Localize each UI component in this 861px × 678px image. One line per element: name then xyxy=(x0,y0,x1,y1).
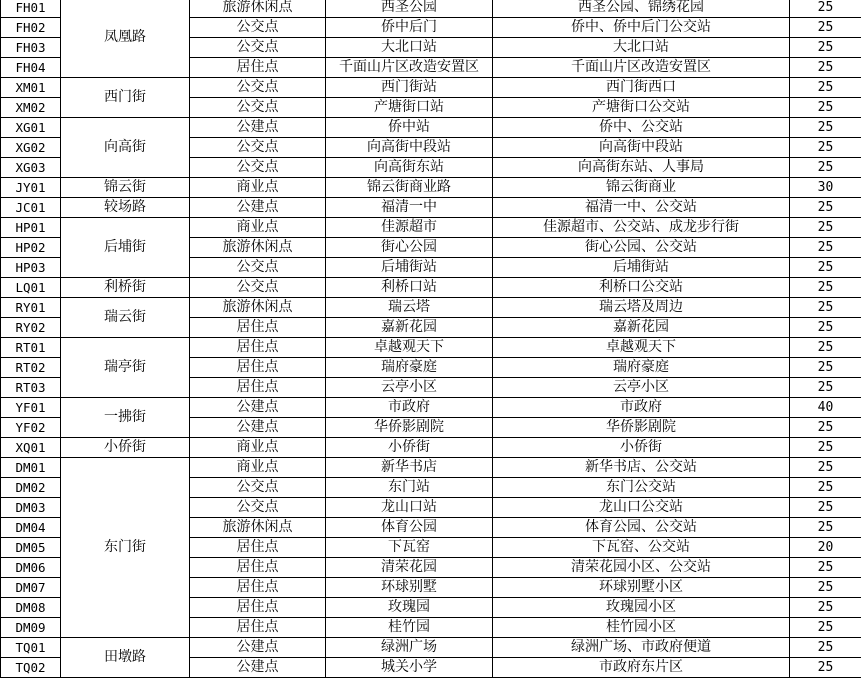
site-code-cell: JY01 xyxy=(1,178,61,198)
site-type-cell: 居住点 xyxy=(190,598,326,618)
table-row xyxy=(1,118,861,138)
site-name-cell: 清荣花园 xyxy=(326,558,493,578)
site-code-cell: YF01 xyxy=(1,398,61,418)
table-row xyxy=(1,218,861,238)
street-name-cell: 向高街 xyxy=(61,118,190,178)
site-description-cell: 西门街西口 xyxy=(493,78,790,98)
site-name-cell: 嘉新花园 xyxy=(326,318,493,338)
site-description-cell: 侨中、公交站 xyxy=(493,118,790,138)
site-description-cell: 向高街中段站 xyxy=(493,138,790,158)
site-description-cell: 千面山片区改造安置区 xyxy=(493,58,790,78)
street-name-cell: 田墩路 xyxy=(61,638,190,678)
site-code-cell: FH01 xyxy=(1,0,61,18)
site-type-cell: 公交点 xyxy=(190,38,326,58)
value-cell: 25 xyxy=(790,558,861,578)
street-name-cell: 东门街 xyxy=(61,458,190,638)
site-type-cell: 居住点 xyxy=(190,378,326,398)
site-code-cell: LQ01 xyxy=(1,278,61,298)
site-code-cell: XG03 xyxy=(1,158,61,178)
site-code-cell: FH04 xyxy=(1,58,61,78)
site-description-cell: 卓越观天下 xyxy=(493,338,790,358)
site-code-cell: DM01 xyxy=(1,458,61,478)
value-cell: 25 xyxy=(790,198,861,218)
site-type-cell: 公交点 xyxy=(190,138,326,158)
site-description-cell: 瑞府豪庭 xyxy=(493,358,790,378)
site-type-cell: 旅游休闲点 xyxy=(190,518,326,538)
value-cell: 25 xyxy=(790,158,861,178)
site-description-cell: 华侨影剧院 xyxy=(493,418,790,438)
site-description-cell: 市政府东片区 xyxy=(493,658,790,678)
site-description-cell: 大北口站 xyxy=(493,38,790,58)
site-code-cell: XM02 xyxy=(1,98,61,118)
value-cell: 40 xyxy=(790,398,861,418)
table-row xyxy=(1,198,861,218)
value-cell: 30 xyxy=(790,178,861,198)
site-type-cell: 公建点 xyxy=(190,418,326,438)
value-cell: 25 xyxy=(790,358,861,378)
site-name-cell: 卓越观天下 xyxy=(326,338,493,358)
value-cell: 25 xyxy=(790,618,861,638)
site-code-cell: DM08 xyxy=(1,598,61,618)
site-description-cell: 桂竹园小区 xyxy=(493,618,790,638)
site-description-cell: 市政府 xyxy=(493,398,790,418)
table-row xyxy=(1,0,861,18)
table-row xyxy=(1,78,861,98)
site-description-cell: 环球别墅小区 xyxy=(493,578,790,598)
site-name-cell: 锦云街商业路 xyxy=(326,178,493,198)
site-code-cell: DM05 xyxy=(1,538,61,558)
value-cell: 25 xyxy=(790,658,861,678)
site-type-cell: 公交点 xyxy=(190,158,326,178)
site-name-cell: 龙山口站 xyxy=(326,498,493,518)
site-description-cell: 玫瑰园小区 xyxy=(493,598,790,618)
street-name-cell: 瑞云街 xyxy=(61,298,190,338)
value-cell: 25 xyxy=(790,18,861,38)
site-type-cell: 居住点 xyxy=(190,558,326,578)
site-type-cell: 公建点 xyxy=(190,118,326,138)
site-code-cell: DM04 xyxy=(1,518,61,538)
table-row xyxy=(1,178,861,198)
site-name-cell: 佳源超市 xyxy=(326,218,493,238)
site-type-cell: 公交点 xyxy=(190,98,326,118)
site-description-cell: 佳源超市、公交站、成龙步行街 xyxy=(493,218,790,238)
site-code-cell: DM03 xyxy=(1,498,61,518)
site-description-cell: 新华书店、公交站 xyxy=(493,458,790,478)
table-row xyxy=(1,638,861,658)
site-name-cell: 东门站 xyxy=(326,478,493,498)
site-type-cell: 公建点 xyxy=(190,658,326,678)
site-code-cell: FH02 xyxy=(1,18,61,38)
value-cell: 25 xyxy=(790,518,861,538)
site-description-cell: 龙山口公交站 xyxy=(493,498,790,518)
site-type-cell: 商业点 xyxy=(190,458,326,478)
site-name-cell: 向高街中段站 xyxy=(326,138,493,158)
site-code-cell: RT02 xyxy=(1,358,61,378)
site-description-cell: 利桥口公交站 xyxy=(493,278,790,298)
street-name-cell: 瑞亭街 xyxy=(61,338,190,398)
site-name-cell: 云亭小区 xyxy=(326,378,493,398)
value-cell: 25 xyxy=(790,478,861,498)
site-type-cell: 公建点 xyxy=(190,398,326,418)
site-code-cell: DM06 xyxy=(1,558,61,578)
site-type-cell: 公交点 xyxy=(190,278,326,298)
street-name-cell: 利桥街 xyxy=(61,278,190,298)
value-cell: 25 xyxy=(790,578,861,598)
value-cell: 25 xyxy=(790,498,861,518)
value-cell: 25 xyxy=(790,78,861,98)
value-cell: 25 xyxy=(790,418,861,438)
site-description-cell: 后埔街站 xyxy=(493,258,790,278)
site-type-cell: 居住点 xyxy=(190,318,326,338)
site-name-cell: 环球别墅 xyxy=(326,578,493,598)
value-cell: 25 xyxy=(790,298,861,318)
site-type-cell: 旅游休闲点 xyxy=(190,238,326,258)
street-name-cell: 后埔街 xyxy=(61,218,190,278)
site-type-cell: 居住点 xyxy=(190,358,326,378)
site-code-cell: XG02 xyxy=(1,138,61,158)
value-cell: 25 xyxy=(790,58,861,78)
street-name-cell: 西门街 xyxy=(61,78,190,118)
site-code-cell: RT03 xyxy=(1,378,61,398)
site-name-cell: 市政府 xyxy=(326,398,493,418)
site-type-cell: 居住点 xyxy=(190,538,326,558)
site-name-cell: 街心公园 xyxy=(326,238,493,258)
street-name-cell: 锦云街 xyxy=(61,178,190,198)
site-name-cell: 体育公园 xyxy=(326,518,493,538)
site-name-cell: 绿洲广场 xyxy=(326,638,493,658)
table-row xyxy=(1,458,861,478)
site-description-cell: 向高街东站、人事局 xyxy=(493,158,790,178)
table-row xyxy=(1,438,861,458)
site-type-cell: 公交点 xyxy=(190,478,326,498)
site-description-cell: 产塘街口公交站 xyxy=(493,98,790,118)
site-description-cell: 瑞云塔及周边 xyxy=(493,298,790,318)
site-name-cell: 侨中站 xyxy=(326,118,493,138)
street-name-cell: 较场路 xyxy=(61,198,190,218)
site-code-cell: HP02 xyxy=(1,238,61,258)
site-code-cell: XM01 xyxy=(1,78,61,98)
site-code-cell: DM09 xyxy=(1,618,61,638)
site-code-cell: XQ01 xyxy=(1,438,61,458)
site-description-cell: 福清一中、公交站 xyxy=(493,198,790,218)
site-description-cell: 绿洲广场、市政府便道 xyxy=(493,638,790,658)
value-cell: 25 xyxy=(790,598,861,618)
value-cell: 25 xyxy=(790,378,861,398)
site-type-cell: 居住点 xyxy=(190,338,326,358)
site-description-cell: 侨中、侨中后门公交站 xyxy=(493,18,790,38)
site-name-cell: 西门街站 xyxy=(326,78,493,98)
site-name-cell: 产塘街口站 xyxy=(326,98,493,118)
site-name-cell: 瑞云塔 xyxy=(326,298,493,318)
value-cell: 20 xyxy=(790,538,861,558)
site-description-cell: 云亭小区 xyxy=(493,378,790,398)
site-code-cell: RY02 xyxy=(1,318,61,338)
site-name-cell: 桂竹园 xyxy=(326,618,493,638)
site-code-cell: TQ02 xyxy=(1,658,61,678)
site-type-cell: 居住点 xyxy=(190,618,326,638)
site-description-cell: 东门公交站 xyxy=(493,478,790,498)
site-code-cell: TQ01 xyxy=(1,638,61,658)
site-description-cell: 西圣公园、锦绣花园 xyxy=(493,0,790,18)
site-type-cell: 公交点 xyxy=(190,258,326,278)
site-code-cell: HP01 xyxy=(1,218,61,238)
site-description-cell: 下瓦窑、公交站 xyxy=(493,538,790,558)
site-name-cell: 后埔街站 xyxy=(326,258,493,278)
value-cell: 25 xyxy=(790,38,861,58)
table-row xyxy=(1,278,861,298)
site-name-cell: 大北口站 xyxy=(326,38,493,58)
site-type-cell: 居住点 xyxy=(190,58,326,78)
site-name-cell: 新华书店 xyxy=(326,458,493,478)
value-cell: 25 xyxy=(790,138,861,158)
site-code-cell: JC01 xyxy=(1,198,61,218)
site-type-cell: 商业点 xyxy=(190,178,326,198)
value-cell: 25 xyxy=(790,258,861,278)
site-description-cell: 体育公园、公交站 xyxy=(493,518,790,538)
site-code-cell: RY01 xyxy=(1,298,61,318)
site-name-cell: 城关小学 xyxy=(326,658,493,678)
site-description-cell: 嘉新花园 xyxy=(493,318,790,338)
table-row xyxy=(1,338,861,358)
site-type-cell: 公交点 xyxy=(190,498,326,518)
site-type-cell: 居住点 xyxy=(190,578,326,598)
value-cell: 25 xyxy=(790,458,861,478)
site-name-cell: 千面山片区改造安置区 xyxy=(326,58,493,78)
site-type-cell: 商业点 xyxy=(190,218,326,238)
site-type-cell: 公交点 xyxy=(190,18,326,38)
site-name-cell: 福清一中 xyxy=(326,198,493,218)
table-row xyxy=(1,298,861,318)
value-cell: 25 xyxy=(790,98,861,118)
site-code-cell: XG01 xyxy=(1,118,61,138)
site-code-cell: DM02 xyxy=(1,478,61,498)
value-cell: 25 xyxy=(790,278,861,298)
site-name-cell: 瑞府豪庭 xyxy=(326,358,493,378)
site-name-cell: 向高街东站 xyxy=(326,158,493,178)
site-type-cell: 商业点 xyxy=(190,438,326,458)
site-name-cell: 华侨影剧院 xyxy=(326,418,493,438)
site-type-cell: 公建点 xyxy=(190,198,326,218)
site-description-cell: 小侨街 xyxy=(493,438,790,458)
site-description-cell: 街心公园、公交站 xyxy=(493,238,790,258)
site-code-cell: RT01 xyxy=(1,338,61,358)
value-cell: 25 xyxy=(790,118,861,138)
value-cell: 25 xyxy=(790,238,861,258)
site-description-cell: 清荣花园小区、公交站 xyxy=(493,558,790,578)
site-table-body xyxy=(1,0,861,678)
site-name-cell: 西圣公园 xyxy=(326,0,493,18)
site-type-cell: 旅游休闲点 xyxy=(190,298,326,318)
site-type-cell: 旅游休闲点 xyxy=(190,0,326,18)
site-type-cell: 公交点 xyxy=(190,78,326,98)
value-cell: 25 xyxy=(790,638,861,658)
value-cell: 25 xyxy=(790,438,861,458)
site-code-cell: FH03 xyxy=(1,38,61,58)
street-name-cell: 凤凰路 xyxy=(61,0,190,78)
site-description-cell: 锦云街商业 xyxy=(493,178,790,198)
site-name-cell: 小侨街 xyxy=(326,438,493,458)
street-name-cell: 一拂街 xyxy=(61,398,190,438)
site-name-cell: 下瓦窑 xyxy=(326,538,493,558)
site-code-cell: YF02 xyxy=(1,418,61,438)
site-type-cell: 公建点 xyxy=(190,638,326,658)
site-name-cell: 侨中后门 xyxy=(326,18,493,38)
value-cell: 25 xyxy=(790,0,861,18)
value-cell: 25 xyxy=(790,318,861,338)
table-row xyxy=(1,398,861,418)
value-cell: 25 xyxy=(790,218,861,238)
site-name-cell: 玫瑰园 xyxy=(326,598,493,618)
value-cell: 25 xyxy=(790,338,861,358)
site-code-cell: DM07 xyxy=(1,578,61,598)
street-name-cell: 小侨街 xyxy=(61,438,190,458)
site-name-cell: 利桥口站 xyxy=(326,278,493,298)
site-code-cell: HP03 xyxy=(1,258,61,278)
